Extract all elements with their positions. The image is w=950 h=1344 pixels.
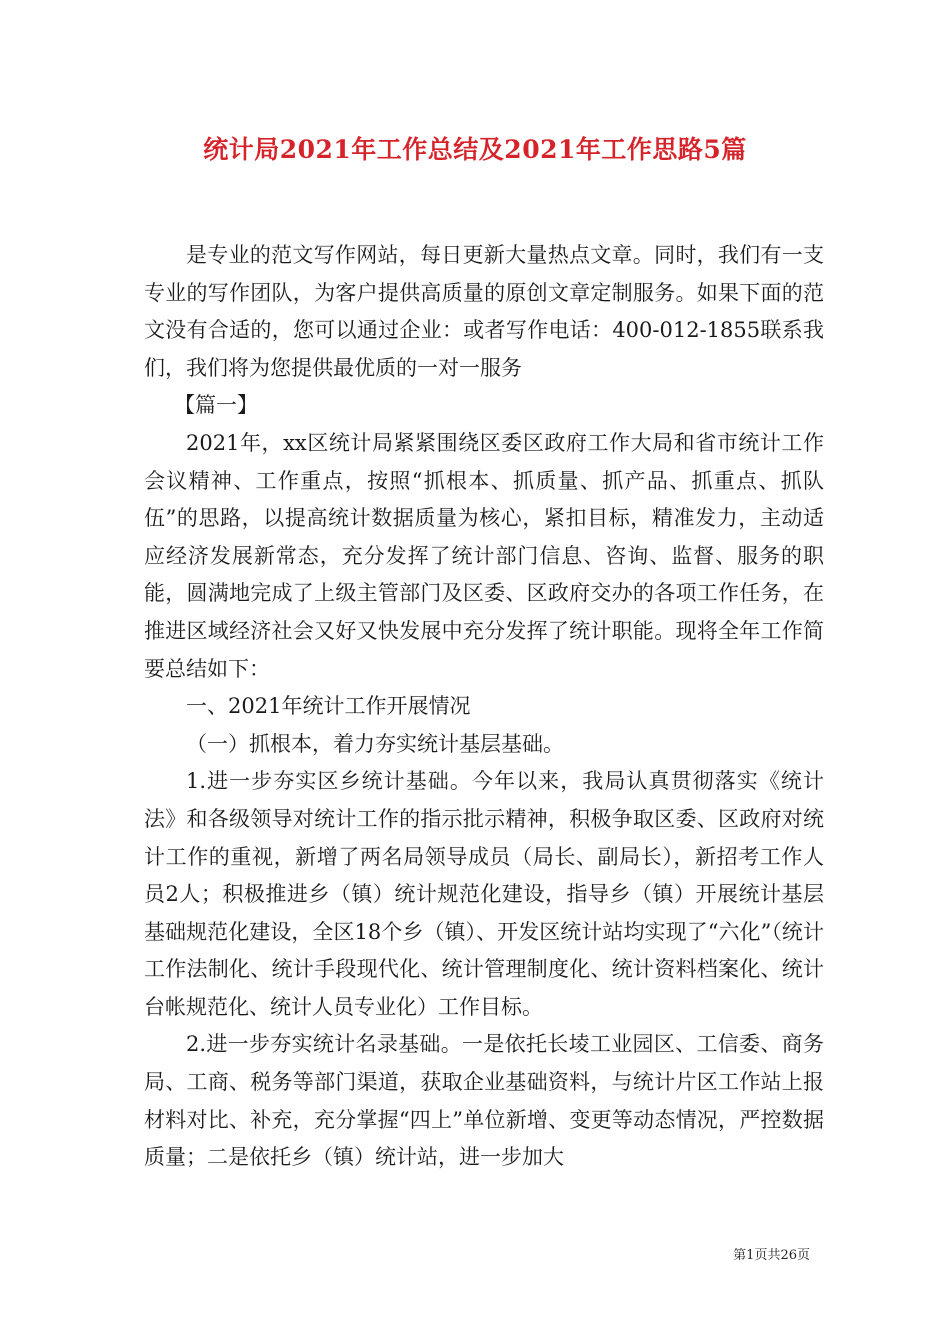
body-paragraph: 2.进一步夯实统计名录基础。一是依托长堎工业园区、工信委、商务局、工商、税务等部门渠道，获取企业基础资料，与统计片区工作站上报材料对比、补充，充分掌握“四上”单位新增、变更等动态情况，严控数据质量；二是依托乡（镇）统计站，进一步加大 <box>144 1032 824 1170</box>
document-body <box>144 237 824 1177</box>
subsection-heading: 一、2021年统计工作开展情况 <box>186 694 471 719</box>
intro-paragraph: 是专业的范文写作网站，每日更新大量热点文章。同时，我们有一支专业的写作团队，为客户提供高质量的原创文章定制服务。如果下面的范文没有合适的，您可以通过企业：或者写作电话：400-012-1855联系我们，我们将为您提供最优质的一对一服务 <box>144 243 824 380</box>
subsection-heading: （一）抓根本，着力夯实统计基层基础。 <box>186 731 564 756</box>
section-heading: 【篇一】 <box>174 393 258 418</box>
body-paragraph: 2021年，xx区统计局紧紧围绕区委区政府工作大局和省市统计工作会议精神、工作重点，按照“抓根本、抓质量、抓产品、抓重点、抓队伍”的思路，以提高统计数据质量为核心，紧扣目标，精准发力，主动适应经济发展新常态，充分发挥了统计部门信息、咨询、监督、服务的职能，圆满地完成了上级主管部门及区委、区政府交办的各项工作任务，在推进区域经济社会又好又快发展中充分发挥了统计职能。现将全年工作简要总结如下： <box>144 430 824 681</box>
body-paragraph: 1.进一步夯实区乡统计基础。今年以来，我局认真贯彻落实《统计法》和各级领导对统计工作的指示批示精神，积极争取区委、区政府对统计工作的重视，新增了两名局领导成员（局长、副局长），新招考工作人员2人；积极推进乡（镇）统计规范化建设，指导乡（镇）开展统计基层基础规范化建设，全区18个乡（镇）、开发区统计站均实现了“六化”（统计工作法制化、统计手段现代化、统计管理制度化、统计资料档案化、统计台帐规范化、统计人员专业化）工作目标。 <box>144 769 824 1019</box>
document-title: 统计局2021年工作总结及2021年工作思路5篇 <box>203 135 747 164</box>
page-number: 第1页共26页 <box>733 1248 810 1263</box>
